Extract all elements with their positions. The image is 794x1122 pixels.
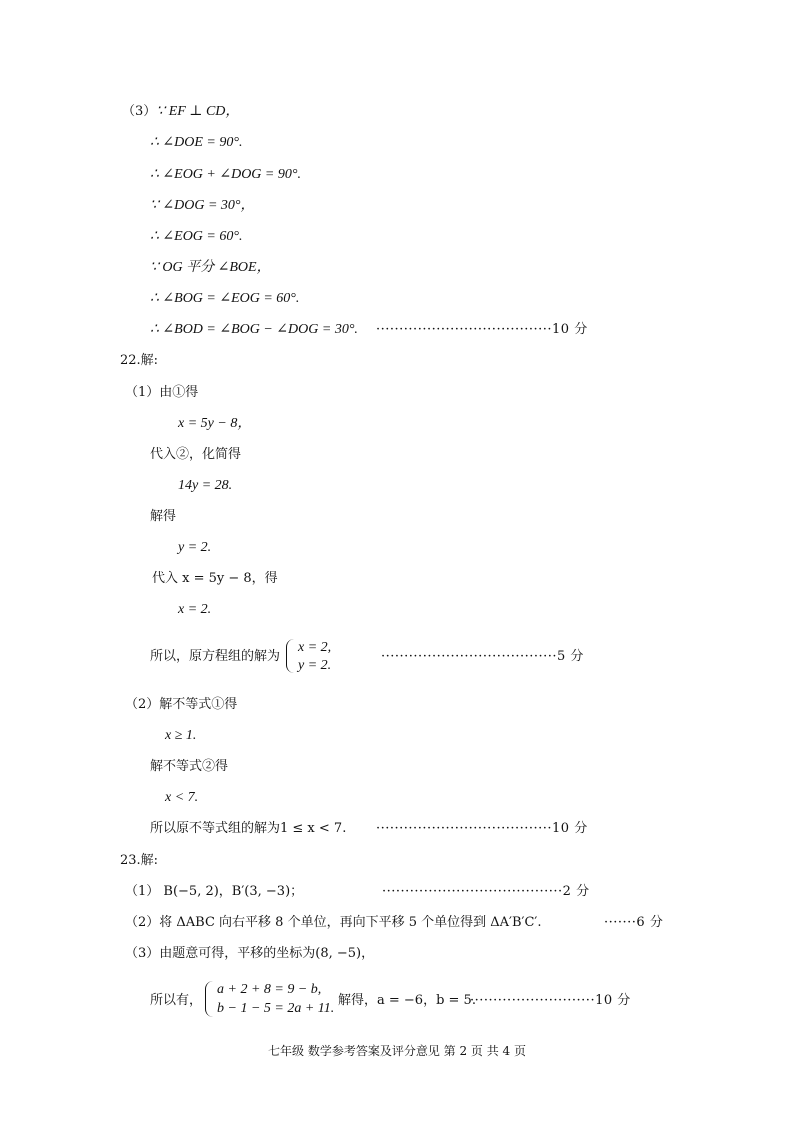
q22-part2-label: （2）解不等式①得 — [125, 697, 238, 712]
q21-line-3: ∴ ∠EOG + ∠DOG = 90°. — [150, 167, 301, 182]
q23-score1: ·······································2 分 — [382, 884, 590, 899]
q21-line-6: ∵ OG 平分 ∠BOE， — [150, 260, 271, 275]
q22-conclusion: 所以，原方程组的解为 — [150, 649, 281, 664]
q21-line-8: ∴ ∠BOD = ∠BOG − ∠DOG = 30°. — [150, 322, 358, 337]
q22-eq3: y = 2. — [178, 540, 212, 555]
q21-score: ······································10 分 — [376, 322, 588, 337]
q23-result: 解得，a = −6，b = 5. — [338, 993, 476, 1008]
q22-ineq2: x < 7. — [165, 790, 199, 805]
q23-part3: （3）由题意可得，平移的坐标为(8, −5)， — [125, 946, 375, 961]
q23-score2: ·······6 分 — [604, 915, 664, 930]
q21-line-4: ∵ ∠DOG = 30°， — [150, 198, 255, 213]
q23-sys-row1: a + 2 + 8 = 9 − b, — [217, 982, 322, 997]
q22-sys-row1: x = 2, — [298, 640, 332, 655]
q21-line-1: ∵ EF ⊥ CD， — [156, 104, 240, 119]
q22-sub2: 代入 x = 5y − 8，得 — [152, 571, 278, 586]
q23-part1: （1） B(−5, 2)，B′(3, −3)； — [125, 884, 304, 899]
q21-part3-number: （3） — [122, 104, 157, 119]
q22-eq4: x = 2. — [178, 602, 212, 617]
q23-heading: 23.解: — [120, 853, 159, 868]
q22-eq2: 14y = 28. — [178, 478, 233, 493]
q23-equation-system — [205, 981, 355, 1019]
q21-part3-label — [122, 103, 239, 121]
q22-part1-label: （1）由①得 — [125, 385, 199, 400]
q22-eq1: x = 5y − 8， — [178, 416, 252, 431]
q23-sys-intro: 所以有， — [150, 993, 203, 1008]
q23-brace — [205, 981, 214, 1017]
q22-score1: ······································5 分 — [381, 649, 584, 664]
q22-solve: 解得 — [150, 509, 177, 524]
q23-part2: （2）将 ΔABC 向右平移 8 个单位，再向下平移 5 个单位得到 ΔA′B′C′. — [125, 915, 542, 930]
q21-line-2: ∴ ∠DOE = 90°. — [150, 135, 243, 150]
q22-brace — [286, 639, 295, 673]
q23-sys-row2: b − 1 − 5 = 2a + 11. — [217, 1001, 335, 1016]
q22-score2: ······································10 分 — [376, 821, 588, 836]
q22-sub1: 代入②，化简得 — [150, 447, 242, 462]
q22-heading: 22.解: — [120, 353, 159, 368]
page-footer: 七年级 数学参考答案及评分意见 第 2 页 共 4 页 — [268, 1044, 526, 1058]
q21-line-5: ∴ ∠EOG = 60°. — [150, 229, 243, 244]
q22-sys-row2: y = 2. — [298, 658, 332, 673]
q22-conclusion2: 所以原不等式组的解为1 ≤ x < 7. — [150, 821, 347, 836]
q22-equation-system — [286, 639, 366, 675]
q23-score3: ···························10 分 — [470, 993, 631, 1008]
q22-ineq1: x ≥ 1. — [165, 728, 197, 743]
q22-part2-b: 解不等式②得 — [150, 759, 229, 774]
q21-line-7: ∴ ∠BOG = ∠EOG = 60°. — [150, 291, 300, 306]
